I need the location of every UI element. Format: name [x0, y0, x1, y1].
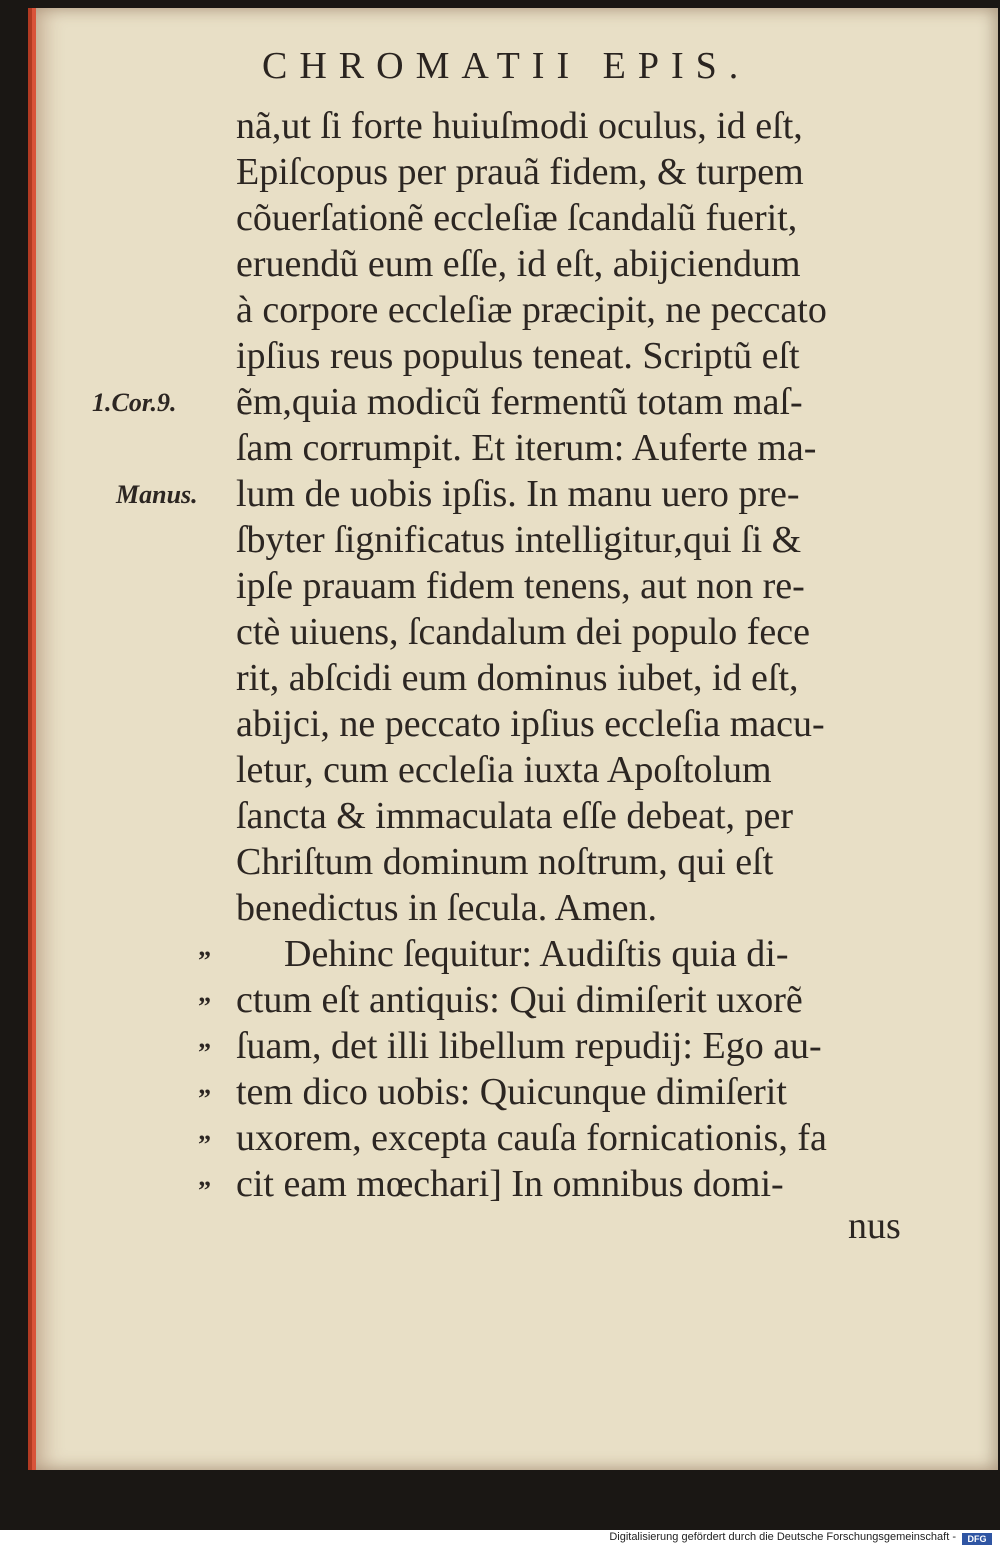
text-line-12: ctè uiuens, ſcandalum dei populo fece — [236, 611, 811, 653]
text-line-4: eruendũ eum eſſe, id eſt, abijciendum — [236, 243, 801, 285]
text-line-8: ſam corrumpit. Et iterum: Auferte ma- — [236, 427, 817, 469]
running-head: CHROMATII EPIS. — [262, 45, 751, 87]
funding-credit: Digitalisierung gefördert durch die Deutsche Forschungsgemeinschaft - — [609, 1531, 956, 1543]
text-line-6: ipſius reus populus teneat. Scriptũ eſt — [236, 335, 800, 377]
text-line-11: ipſe prauam fidem tenens, aut non re- — [236, 565, 805, 607]
quotation-mark: ” — [198, 1176, 211, 1205]
margin-note-manus: Manus. — [116, 480, 198, 509]
quotation-mark: ” — [198, 1038, 211, 1067]
dfg-logo: DFG — [962, 1533, 992, 1545]
text-line-20: ctum eſt antiquis: Qui dimiſerit uxorẽ — [236, 979, 803, 1021]
text-line-21: ſuam, det illi libellum repudij: Ego au- — [236, 1025, 822, 1067]
catchword: nus — [848, 1205, 901, 1247]
text-line-17: Chriſtum dominum noſtrum, qui eſt — [236, 841, 774, 883]
text-line-3: cõuerſationẽ eccleſiæ ſcandalũ fuerit, — [236, 197, 798, 239]
text-line-18: benedictus in ſecula. Amen. — [236, 887, 658, 929]
quotation-mark: ” — [198, 946, 211, 975]
text-line-14: abijci, ne peccato ipſius eccleſia macu- — [236, 703, 825, 745]
text-line-1: nã,ut ſi forte huiuſmodi oculus, id eſt, — [236, 105, 803, 147]
text-line-22: tem dico uobis: Quicunque dimiſerit — [236, 1071, 787, 1113]
text-line-10: ſbyter ſignificatus intelligitur,qui ſi & — [236, 519, 802, 561]
text-line-15: letur, cum eccleſia iuxta Apoſtolum — [236, 749, 772, 791]
text-line-13: rit, abſcidi eum dominus iubet, id eſt, — [236, 657, 799, 699]
text-line-5: à corpore eccleſiæ præcipit, ne peccato — [236, 289, 827, 331]
text-line-16: ſancta & immaculata eſſe debeat, per — [236, 795, 794, 837]
quotation-mark: ” — [198, 992, 211, 1021]
text-line-7: ẽm,quia modicũ fermentũ totam maſ- — [236, 381, 803, 423]
text-line-19: Dehinc ſequitur: Audiſtis quia di- — [284, 933, 789, 975]
footer-bar — [0, 1530, 1000, 1548]
margin-reference-1cor9: 1.Cor.9. — [92, 388, 177, 417]
text-line-24: cit eam mœchari] In omnibus domi- — [236, 1163, 784, 1205]
text-line-9: lum de uobis ipſis. In manu uero pre- — [236, 473, 800, 515]
text-line-23: uxorem, excepta cauſa fornicationis, fa — [236, 1117, 827, 1159]
text-line-2: Epiſcopus per prauã fidem, & turpem — [236, 151, 804, 193]
quotation-mark: ” — [198, 1130, 211, 1159]
quotation-mark: ” — [198, 1084, 211, 1113]
